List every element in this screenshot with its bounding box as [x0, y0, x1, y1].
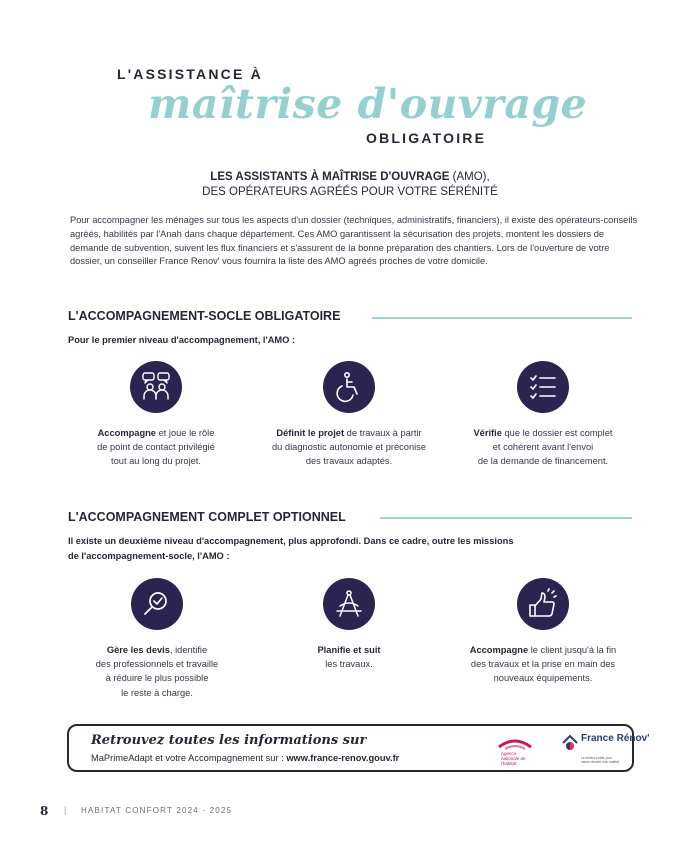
page-number: 8 [40, 804, 49, 818]
caption-text: des travaux adaptés. [305, 456, 393, 467]
caption-bold: Accompagne [469, 645, 529, 655]
compass-icon [323, 578, 375, 630]
caption-text: et cohérent avant l'envoi [492, 442, 594, 453]
intro-paragraph: Pour accompagner les ménages sur tous les aspects d'un dossier (techniques, administratifs, financiers), il existe des opérateurs-conseils agréés, habilités par l'Anah dans chaque département. Ces AMO garantissent la sécurisation des projets, montent les dossiers de demande de subvention, suivent les flux financiers et s'assurent de la bonne préparation des chantiers. Lors de l'ouverture de votre dossier, un conseiller France Renov' vous fournira la liste des AMO agréés proches de votre domicile. [70, 215, 638, 267]
caption-bold: Accompagne [97, 428, 156, 438]
caption-text: , identifie [169, 645, 208, 655]
caption-text: à réduire le plus possible [105, 673, 209, 684]
caption-text: le client jusqu'à la fin [528, 645, 617, 655]
subtitle-line-1 [0, 171, 700, 183]
caption-text: et joue le rôle [155, 428, 215, 438]
caption-text: de la demande de financement. [477, 456, 609, 467]
info-box-label: MaPrimeAdapt et votre Accompagnement sur : [91, 753, 287, 763]
people-chat-icon [130, 361, 182, 413]
info-box-text [91, 753, 399, 763]
accessibility-icon [323, 361, 375, 413]
caption-text: que le dossier est complet [501, 428, 613, 438]
info-box [67, 724, 650, 772]
caption-text: du diagnostic autonomie et préconise [271, 442, 427, 453]
header-script-title: maîtrise d'ouvrage [148, 80, 588, 128]
caption-text: de travaux à partir [344, 428, 422, 438]
caption-text: le reste à charge. [121, 687, 193, 698]
publication-name: HABITAT CONFORT 2024 - 2025 [81, 806, 233, 815]
caption-text: des professionnels et travaille [95, 659, 219, 670]
caption-text: les travaux. [325, 659, 373, 670]
section1-caption-3 [443, 426, 643, 469]
section2-title: L'ACCOMPAGNEMENT COMPLET OPTIONNEL [68, 510, 346, 524]
section2-lead [68, 534, 628, 563]
section2-divider [380, 517, 632, 519]
section1-caption-1 [56, 426, 256, 469]
info-box-title: Retrouvez toutes les informations sur [91, 733, 367, 748]
subtitle-bold: LES ASSISTANTS À MAÎTRISE D'OUVRAGE [210, 171, 450, 183]
caption-text: tout au long du projet. [111, 456, 201, 467]
section1-divider [372, 317, 632, 319]
anah-logo-text: Agence nationale de l'habitat [501, 751, 526, 766]
section2-caption-1 [57, 643, 257, 700]
thumbs-up-icon [517, 578, 569, 630]
caption-text: de point de contact privilégié [97, 442, 215, 453]
page-separator: | [64, 805, 67, 815]
section1-lead: Pour le premier niveau d'accompagnement, l'AMO : [68, 335, 296, 345]
subtitle-rest: (AMO), [449, 171, 490, 183]
header-line-1: L'ASSISTANCE À [117, 66, 263, 82]
section2-lead-line: Il existe un deuxième niveau d'accompagnement, plus approfondi. Dans ce cadre, outre les missions [68, 536, 514, 546]
section2-caption-3 [443, 643, 643, 686]
checklist-icon [517, 361, 569, 413]
section1-caption-2 [249, 426, 449, 469]
caption-bold: Planifie et suit [317, 645, 381, 655]
caption-bold: Définit le projet [276, 428, 345, 438]
subtitle-line-2: DES OPÉRATEURS AGRÉÉS POUR VOTRE SÉRÉNITÉ [202, 186, 498, 198]
website-link[interactable]: www.france-renov.gouv.fr [286, 753, 400, 763]
magnifier-icon [131, 578, 183, 630]
france-renov-logo: France Rénov' [581, 733, 650, 744]
section2-lead-line: de l'accompagnement-socle, l'AMO : [68, 550, 230, 561]
header-line-3: OBLIGATOIRE [366, 130, 487, 146]
france-renov-logo-icon [561, 734, 579, 752]
caption-bold: Vérifie [473, 428, 502, 438]
caption-text: nouveaux équipements. [493, 673, 593, 684]
caption-text: des travaux et la prise en main des [470, 659, 616, 670]
france-renov-logo-subtitle: Le service public pour mieux rénover mon habitat [581, 756, 619, 764]
caption-bold: Gère les devis [106, 645, 170, 655]
section2-caption-2 [249, 643, 449, 671]
section1-title: L'ACCOMPAGNEMENT-SOCLE OBLIGATOIRE [68, 309, 341, 323]
